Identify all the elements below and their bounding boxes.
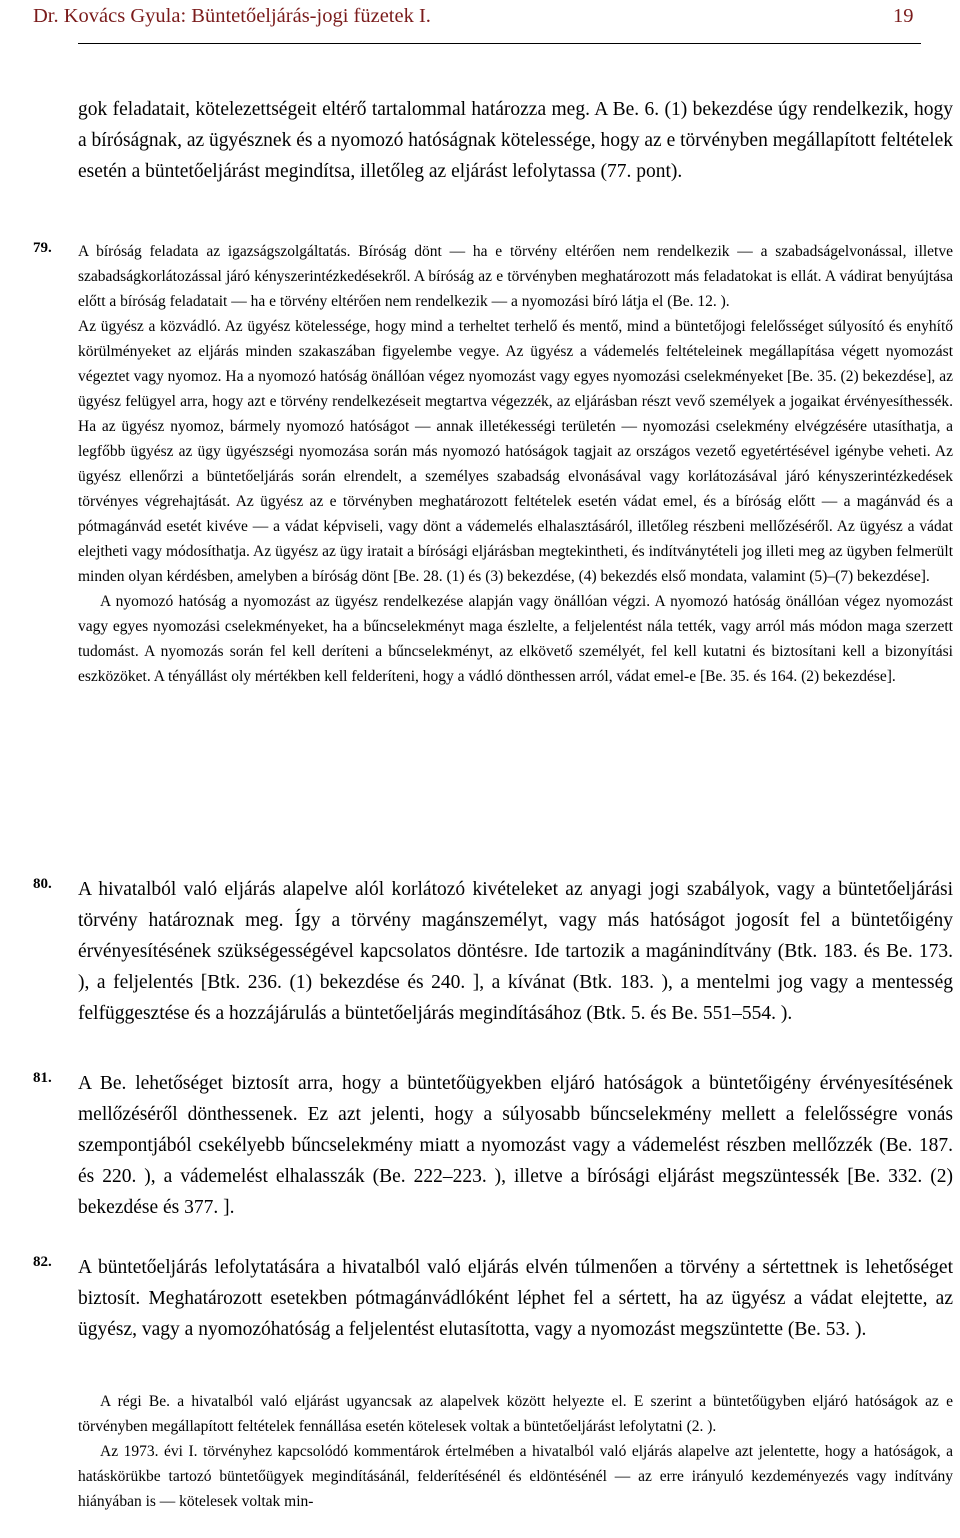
section-number-79: 79. [33,240,52,256]
section-79 [78,239,953,689]
running-title: Dr. Kovács Gyula: Büntetőeljárás-jogi füzetek I. [33,5,431,27]
section-80: A hivatalból való eljárás alapelve alól korlátozó kivételeket az anyagi jogi szabályok, vagy a büntetőeljárási törvény határoznak meg. Így a törvény magánszemélyt, vagy más hatóságot jogosít fel a büntetőigény érvényesítésének szükségességével kapcsolatos döntésre. Ide tartozik a magánindítvány (Btk. 183. és Be. 173. ), a feljelentés [Btk. 236. (1) bekezdése és 240. ], a kívánat (Btk. 183. ), a mentelmi jog vagy a mentesség felfüggesztése és a hozzájárulás a büntetőeljárás megindításához (Btk. 5. és Be. 551–554. ). [78,879,953,1024]
note-paragraph: Az 1973. évi I. törvényhez kapcsolódó kommentárok értelmében a hivatalból való eljárás alapelve azt jelentette, hogy a hatóságok, a hatáskörükbe tartozó büntetőügyek megindításánál, felderítésénél és eldöntésénél — az erre irányuló kezdeményezés vagy indítvány hiányában is — kötelesek voltak min- [78,1443,953,1510]
section-82: A büntetőeljárás lefolytatására a hivatalból való eljárás elvén túlmenően a törvény a sértettnek is lehetőséget biztosít. Meghatározott esetekben pótmagánvádlóként léphet fel a sértett, ha az ügyész a vádat elejtette, az ügyész, vagy a nyomozóhatóság a feljelentést elutasította, vagy a nyomozást megszüntette (Be. 53. ). [78,1257,953,1340]
note-paragraph: A régi Be. a hivatalból való eljárást ugyancsak az alapelvek között helyezte el. E szerint a büntetőügyben eljáró hatóságok az e törvényben megállapított feltételek fennállása esetén kötelesek voltak a büntetőeljárást lefolytatni (2. ). [78,1393,953,1435]
section-79-paragraph: Az ügyész a közvádló. Az ügyész kötelessége, hogy mind a terheltet terhelő és mentő, mind a büntetőjogi felelősséget súlyosító és enyhítő körülményeket az eljárás minden szakaszában figyelembe vegye. Az ügyész a vádemelés feltételeinek megállapítása végett nyomozást végeztet vagy nyomoz. Ha a nyomozó hatóság önállóan végez nyomozást vagy egyes nyomozási cselekményeket [Be. 35. (2) bekezdése], az ügyész felügyel arra, hogy azt e törvény rendelkezéseit megtartva végezzék, az eljárásban részt vevő személyek a jogaikat érvényesíthessék. Ha az ügyész nyomoz, bármely nyomozó hatóságot — annak illetékességi területén — nyomozási cselekmény elvégzésére utasíthatja, a legfőbb ügyész az ügy ügyészségi nyomozása során más nyomozó hatóságok tagjait az országos vezető egyetértésével igénybe veheti. Az ügyész ellenőrzi a büntetőeljárás során elrendelt, a személyes szabadság elvonásával vagy korlátozásával járó kényszerintézkedések törvényes végrehajtását. Az ügyész az e törvényben meghatározott feltételek esetén vádat emel, és a bíróság előtt — a magánvád és a pótmagánvád esetét kivéve — a vádat képviseli, vagy dönt a vádemelés elhalasztásáról, illetőleg részbeni mellőzéséről. Az ügyész a vádat elejtheti vagy módosíthatja. Az ügyész az ügy iratait a bírósági eljárásban megtekintheti, és indítványtételi jog illeti meg az ügyben felmerült minden olyan kérdésben, amelyben a bíróság dönt [Be. 28. (1) és (3) bekezdése, (4) bekezdés első mondata, valamint (5)–(7) bekezdése]. [78,318,953,585]
section-number-81: 81. [33,1070,52,1086]
continuation-paragraph: gok feladatait, kötelezettségeit eltérő tartalommal határozza meg. A Be. 6. (1) bekezdése úgy rendelkezik, hogy a bíróságnak, az ügyésznek és a nyomozó hatóságnak kötelessége, hogy az e törvényben megállapított feltételek esetén a büntetőeljárást megindítsa, illetőleg az eljárást lefolytassa (77. pont). [78,99,954,182]
header-rule [78,43,921,44]
section-79-paragraph: A nyomozó hatóság a nyomozást az ügyész rendelkezése alapján vagy önállóan végzi. A nyomozó hatóság önállóan végez nyomozást vagy egyes nyomozási cselekményeket, ha a bűncselekményt maga észlelte, a feljelentést nála tették, vagy arról más módon maga szerzett tudomást. A nyomozás során fel kell deríteni a bűncselekményt, az elkövető személyét, fel kell kutatni és biztosítani kell a bizonyítási eszközöket. A tényállást oly mértékben kell felderíteni, hogy a vádló dönthessen arról, vádat emel-e [Be. 35. és 164. (2) bekezdése]. [78,593,953,685]
page-header [0,0,960,50]
section-number-82: 82. [33,1254,52,1270]
section-number-80: 80. [33,876,52,892]
section-81: A Be. lehetőséget biztosít arra, hogy a büntetőügyekben eljáró hatóságok a büntetőigény érvényesítésének mellőzéséről dönthessenek. Ez azt jelenti, hogy a súlyosabb bűncselekmény mellett a felelősségre vonás szempontjából csekélyebb bűncselekmény miatt a nyomozást vagy a vádemelést részben mellőzzék (Be. 187. és 220. ), a vádemelést elhalasszák (Be. 222–223. ), illetve a bírósági eljárást megszüntessék [Be. 332. (2) bekezdése és 377. ]. [78,1073,953,1218]
page-number: 19 [893,5,914,27]
section-79-paragraph: A bíróság feladata az igazságszolgáltatás. Bíróság dönt — ha e törvény eltérően nem rendelkezik — a szabadságelvonással, illetve szabadságkorlátozással járó kényszerintézkedésekről. A bíróság az e törvényben meghatározott más feladatokat is ellát. A vádirat benyújtása előtt a bíróság feladatait — ha e törvény eltérően nem rendelkezik — a nyomozási bíró látja el (Be. 12. ). [78,243,953,310]
notes [78,1389,953,1514]
